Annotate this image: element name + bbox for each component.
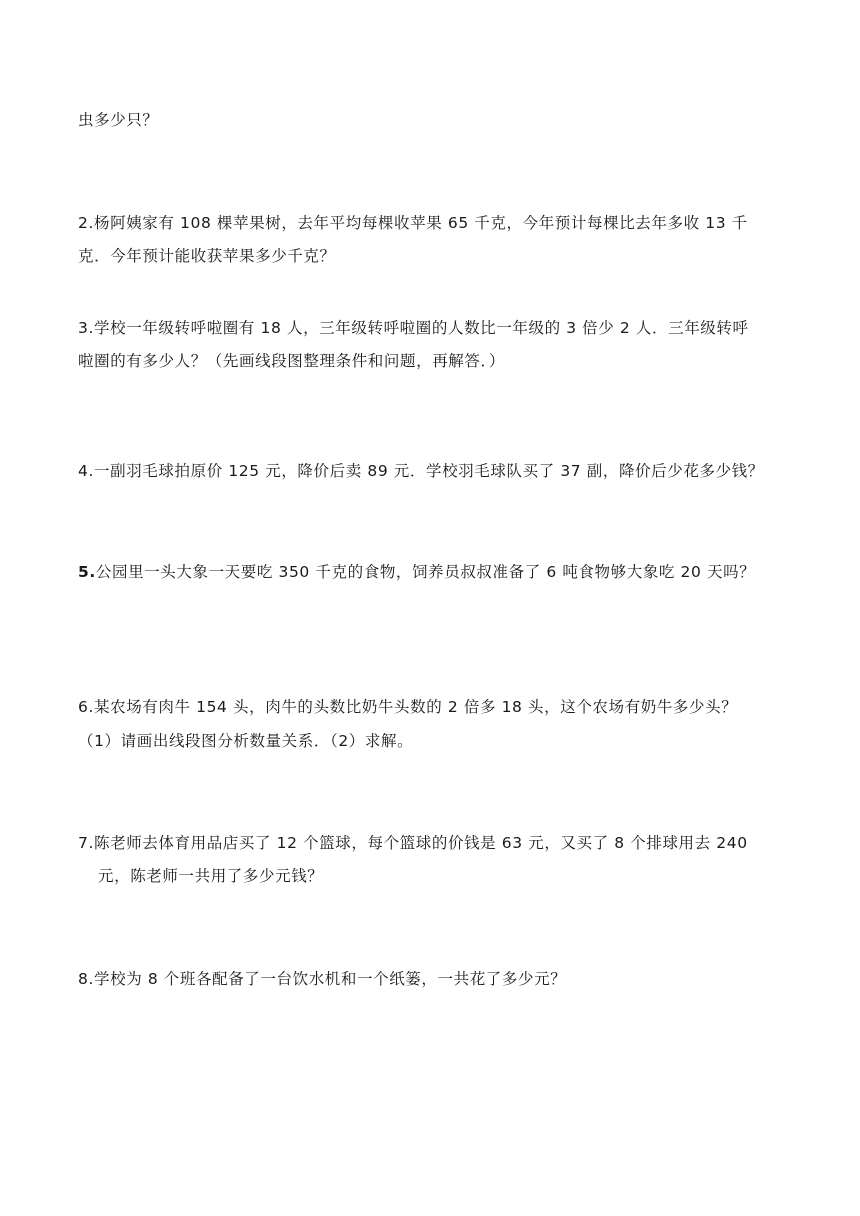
problem-2-line-1: 2.杨阿姨家有 108 棵苹果树，去年平均每棵收苹果 65 千克，今年预计每棵比去年多收 13 千 bbox=[78, 214, 748, 232]
problem-4-line-1: 4.一副羽毛球拍原价 125 元，降价后卖 89 元．学校羽毛球队买了 37 副，降价后少花多少钱？ bbox=[78, 462, 764, 480]
problem-3-line-1: 3.学校一年级转呼啦圈有 18 人，三年级转呼啦圈的人数比一年级的 3 倍少 2 人．三年级转呼 bbox=[78, 319, 749, 337]
problem-6-line-2: （1）请画出线段图分析数量关系．（2）求解。 bbox=[78, 732, 414, 750]
problem-8-line-1: 8.学校为 8 个班各配备了一台饮水机和一个纸篓，一共花了多少元？ bbox=[78, 970, 567, 988]
problem-5-line-1 bbox=[78, 562, 788, 582]
problem-7-line-1: 7.陈老师去体育用品店买了 12 个篮球，每个篮球的价钱是 63 元，又买了 8 个排球用去 240 bbox=[78, 834, 748, 852]
problem-3-line-2: 啦圈的有多少人？（先画线段图整理条件和问题，再解答．） bbox=[78, 352, 505, 370]
problem-7-line-2: 元，陈老师一共用了多少元钱？ bbox=[98, 867, 324, 885]
problem-5-text: 公园里一头大象一天要吃 350 千克的食物，饲养员叔叔准备了 6 吨食物够大象吃 20 天吗？ bbox=[95, 563, 756, 581]
problem-1-continuation: 虫多少只？ bbox=[78, 111, 159, 129]
problem-6-line-1: 6.某农场有肉牛 154 头，肉牛的头数比奶牛头数的 2 倍多 18 头，这个农场有奶牛多少头？ bbox=[78, 698, 738, 716]
problem-2-line-2: 克．今年预计能收获苹果多少千克？ bbox=[78, 247, 336, 265]
problem-5-number: 5. bbox=[78, 563, 96, 581]
